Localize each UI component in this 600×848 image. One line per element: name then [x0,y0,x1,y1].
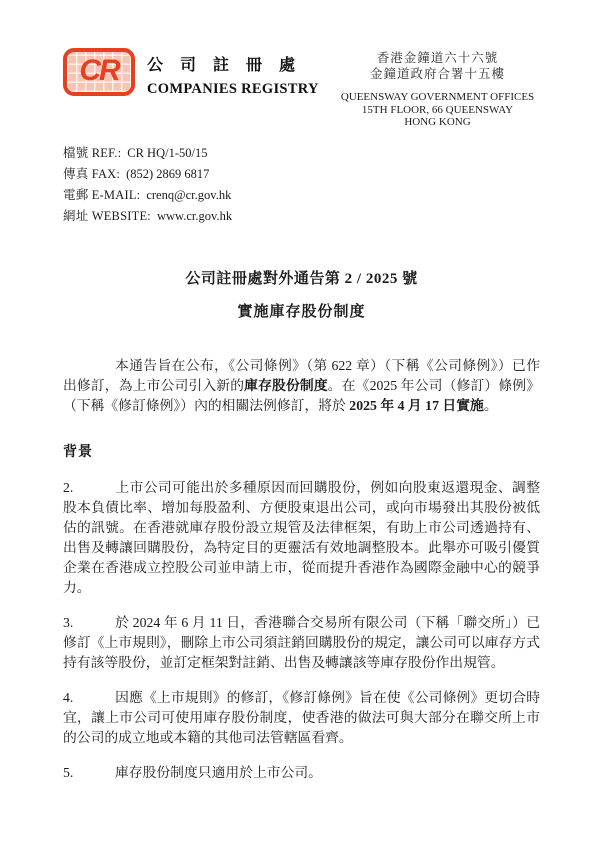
paragraph-4-number: 4. [63,689,74,705]
registry-name-zh: 公司註冊處 [147,57,313,74]
office-address-en-line1: QUEENSWAY GOVERNMENT OFFICES [340,91,535,103]
contact-row-ref [63,143,540,164]
paragraph-1 [63,356,540,416]
contact-row-email [63,185,540,206]
paragraph-1-part3: 。在《2025 年公司（修訂）條例》（下稱《修訂條例》）內的相關法例修訂，將於 [63,377,541,413]
contact-info-block [63,143,540,227]
paragraph-1-bold-date: 2025 年 4 月 17 日實施 [349,397,484,413]
logo-cr-monogram: CR [79,54,119,87]
paragraph-1-part1: 本通告旨在公布，《公司條例》（第 622 章）（下稱《公司條例》）已作出修訂，為上市公司引入新的 [63,357,540,393]
section-heading-background: 背景 [63,444,93,460]
paragraph-1-part5: 。 [483,397,498,413]
website-value: www.cr.gov.hk [156,208,233,223]
contact-row-website [63,206,540,227]
paragraph-3 [63,613,540,673]
ref-value: CR HQ/1-50/15 [127,145,208,160]
letterhead [63,48,540,129]
office-address-zh-line2: 金鐘道政府合署十五樓 [369,67,505,81]
registry-name-en: COMPANIES REGISTRY [147,81,319,97]
office-address-en-line2: 15TH FLOOR, 66 QUEENSWAY [361,103,514,116]
companies-registry-logo [63,48,135,96]
office-address-zh [335,50,540,82]
letterhead-left [63,48,319,98]
paragraph-2 [63,478,540,598]
notice-subtitle: 實施庫存股份制度 [237,303,366,320]
notice-title-block [63,269,540,322]
fax-value: (852) 2869 6817 [126,166,210,181]
paragraph-1-bold-regime: 庫存股份制度 [244,377,328,393]
notice-body [63,356,540,783]
email-label: 電郵 E-MAIL: [63,187,141,202]
office-address-block [335,48,540,129]
paragraph-4 [63,688,540,748]
paragraph-2-number: 2. [63,479,74,495]
website-label: 網址 WEBSITE: [63,208,151,223]
paragraph-3-number: 3. [63,614,74,630]
office-address-en [335,91,540,129]
office-address-zh-line1: 香港金鐘道六十六號 [376,51,499,65]
paragraph-2-text: 上市公司可能出於多種原因而回購股份，例如向股東返還現金、調整股本負債比率、增加每股盈利、方便股東退出公司，或向市場發出其股份被低估的訊號。在香港就庫存股份設立規管及法律框架，有助上市公司透過持有、出售及轉讓回購股份，為特定目的更靈活有效地調整股本。此舉亦可吸引優質企業在香港成立控股公司並申請上市，從而提升香港作為國際金融中心的競爭力。 [63,479,540,595]
paragraph-5-number: 5. [63,764,74,780]
contact-row-fax [63,164,540,185]
paragraph-5-text: 庫存股份制度只適用於上市公司。 [115,764,322,780]
ref-label: 檔號 REF.: [63,145,122,160]
registry-name-block [147,48,319,98]
paragraph-3-text: 於 2024 年 6 月 11 日，香港聯合交易所有限公司（下稱「聯交所」）已修訂《上市規則》，刪除上市公司須註銷回購股份的規定，讓公司可以庫存方式持有該等股份，並訂定框架對註銷、出售及轉讓該等庫存股份作出規管。 [63,614,540,670]
paragraph-5 [63,763,540,783]
email-value: crenq@cr.gov.hk [146,187,232,202]
notice-title: 公司註冊處對外通告第 2 / 2025 號 [185,270,418,287]
office-address-en-line3: HONG KONG [404,116,471,128]
fax-label: 傳真 FAX: [63,166,121,181]
paragraph-4-text: 因應《上市規則》的修訂，《修訂條例》旨在使《公司條例》更切合時宜，讓上市公司可使用庫存股份制度，使香港的做法可與大部分在聯交所上市的公司的成立地或本籍的其他司法管轄區看齊。 [63,689,540,745]
